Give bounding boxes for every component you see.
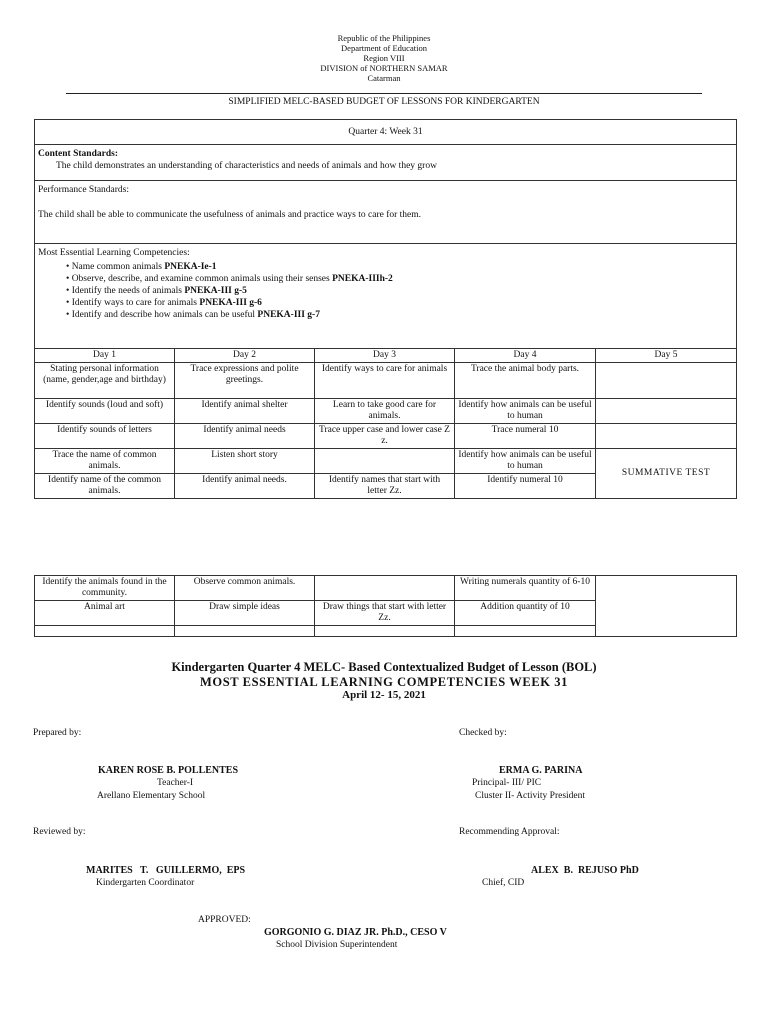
lesson-cell: Identify animal needs <box>175 424 315 449</box>
melc-item: • Identify ways to care for animals PNEKA-III g-6 <box>66 298 262 308</box>
header-division: DIVISION of NORTHERN SAMAR <box>320 63 448 73</box>
melc-list <box>38 261 733 321</box>
document-title: SIMPLIFIED MELC-BASED BUDGET OF LESSONS FOR KINDERGARTEN <box>228 97 540 107</box>
activity-cell: Observe common animals. <box>175 576 315 601</box>
content-standards-text: The child demonstrates an understanding of characteristics and needs of animals and how they grow <box>56 161 437 171</box>
prepared-by-school: Arellano Elementary School <box>97 791 206 801</box>
prepared-by-name: KAREN ROSE B. POLLENTES <box>98 765 239 776</box>
activity-cell: Writing numerals quantity of 6-10 <box>455 576 596 601</box>
recommending-approval-label: Recommending Approval: <box>459 827 560 837</box>
day-header: Day 3 <box>315 349 455 363</box>
lesson-cell: Learn to take good care for animals. <box>315 399 455 424</box>
lesson-cell <box>315 449 455 474</box>
quarter-cell: Quarter 4: Week 31 <box>35 120 737 145</box>
activity-cell <box>455 626 596 637</box>
melc-label: Most Essential Learning Competencies: <box>38 248 190 258</box>
activity-cell-empty <box>596 576 737 637</box>
bol-subtitle: MOST ESSENTIAL LEARNING COMPETENCIES WEEK 31 <box>199 675 569 689</box>
performance-standards-text: The child shall be able to communicate the usefulness of animals and practice ways to care for them. <box>38 210 422 220</box>
activity-cell <box>175 626 315 637</box>
checked-by-label: Checked by: <box>459 728 507 738</box>
checked-by-cluster: Cluster II- Activity President <box>475 791 586 801</box>
lesson-cell-empty <box>596 363 737 399</box>
activity-cell <box>315 576 455 601</box>
summative-test-cell: SUMMATIVE TEST <box>596 449 737 499</box>
lesson-cell: Identify sounds (loud and soft) <box>35 399 175 424</box>
budget-table <box>34 119 737 499</box>
activity-cell: Identify the animals found in the community. <box>35 576 175 601</box>
lesson-cell: Trace numeral 10 <box>455 424 596 449</box>
recommending-title: Chief, CID <box>482 878 525 888</box>
header-republic: Republic of the Philippines <box>337 33 431 43</box>
lesson-cell: Trace the animal body parts. <box>455 363 596 399</box>
checked-by-title: Principal- III/ PIC <box>472 778 542 788</box>
performance-standards-label: Performance Standards: <box>38 185 130 195</box>
lesson-cell: Identify ways to care for animals <box>315 363 455 399</box>
lesson-cell: Identify names that start with letter Zz. <box>315 474 455 499</box>
checked-by-name: ERMA G. PARINA <box>499 765 583 776</box>
melc-item: • Identify and describe how animals can be useful PNEKA-III g-7 <box>66 310 320 320</box>
performance-standards-cell <box>35 181 737 244</box>
approved-by-title: School Division Superintendent <box>276 940 398 950</box>
header-city: Catarman <box>367 73 401 83</box>
days-header-row <box>35 349 737 363</box>
melc-item: • Name common animals PNEKA-Ie-1 <box>66 262 217 272</box>
table-row <box>35 576 737 601</box>
lesson-cell: Identify name of the common animals. <box>35 474 175 499</box>
content-standards-label: Content Standards <box>38 149 115 159</box>
lesson-cell: Trace the name of common animals. <box>35 449 175 474</box>
lesson-cell: Identify numeral 10 <box>455 474 596 499</box>
activities-table <box>34 575 737 637</box>
lesson-cell: Stating personal information (name, gender,age and birthday) <box>35 363 175 399</box>
lesson-cell: Trace expressions and polite greetings. <box>175 363 315 399</box>
prepared-by-title: Teacher-I <box>157 778 194 788</box>
lesson-cell: Trace upper case and lower case Z z. <box>315 424 455 449</box>
melc-item: • Identify the needs of animals PNEKA-III g-5 <box>66 286 247 296</box>
lesson-cell-empty <box>596 399 737 424</box>
bol-date: April 12- 15, 2021 <box>342 689 426 701</box>
table-row <box>35 363 737 399</box>
activity-cell: Draw simple ideas <box>175 601 315 626</box>
day-header: Day 2 <box>175 349 315 363</box>
activity-cell: Draw things that start with letter Zz. <box>315 601 455 626</box>
lesson-cell: Listen short story <box>175 449 315 474</box>
lesson-cell: Identify animal shelter <box>175 399 315 424</box>
table-row <box>35 399 737 424</box>
reviewed-by-title: Kindergarten Coordinator <box>96 878 195 888</box>
header-region: Region VIII <box>363 53 405 63</box>
approved-label: APPROVED: <box>198 915 251 925</box>
activity-cell: Animal art <box>35 601 175 626</box>
approved-by-name: GORGONIO G. DIAZ JR. Ph.D., CESO V <box>264 927 447 938</box>
activity-cell <box>35 626 175 637</box>
header-deped: Department of Education <box>341 43 427 53</box>
lesson-cell: Identify how animals can be useful to human <box>455 449 596 474</box>
recommending-name: ALEX B. REJUSO PhD <box>531 865 639 876</box>
day-header: Day 4 <box>455 349 596 363</box>
day-header: Day 1 <box>35 349 175 363</box>
table-row <box>35 449 737 474</box>
melc-cell <box>35 244 737 349</box>
reviewed-by-label: Reviewed by: <box>33 827 86 837</box>
melc-item: • Observe, describe, and examine common animals using their senses PNEKA-IIIh-2 <box>66 274 393 284</box>
day-header: Day 5 <box>596 349 737 363</box>
bol-title: Kindergarten Quarter 4 MELC- Based Contextualized Budget of Lesson (BOL) <box>171 660 597 674</box>
lesson-cell: Identify how animals can be useful to human <box>455 399 596 424</box>
reviewed-by-name: MARITES T. GUILLERMO, EPS <box>86 865 246 876</box>
prepared-by-label: Prepared by: <box>33 728 82 738</box>
lesson-cell: Identify sounds of letters <box>35 424 175 449</box>
lesson-cell-empty <box>596 424 737 449</box>
activity-cell <box>315 626 455 637</box>
header-divider <box>66 93 702 94</box>
activity-cell: Addition quantity of 10 <box>455 601 596 626</box>
content-standards-cell: Content Standards: The child demonstrates an understanding of characteristics and needs of animals and how they grow <box>35 145 737 181</box>
lesson-cell: Identify animal needs. <box>175 474 315 499</box>
table-row <box>35 424 737 449</box>
